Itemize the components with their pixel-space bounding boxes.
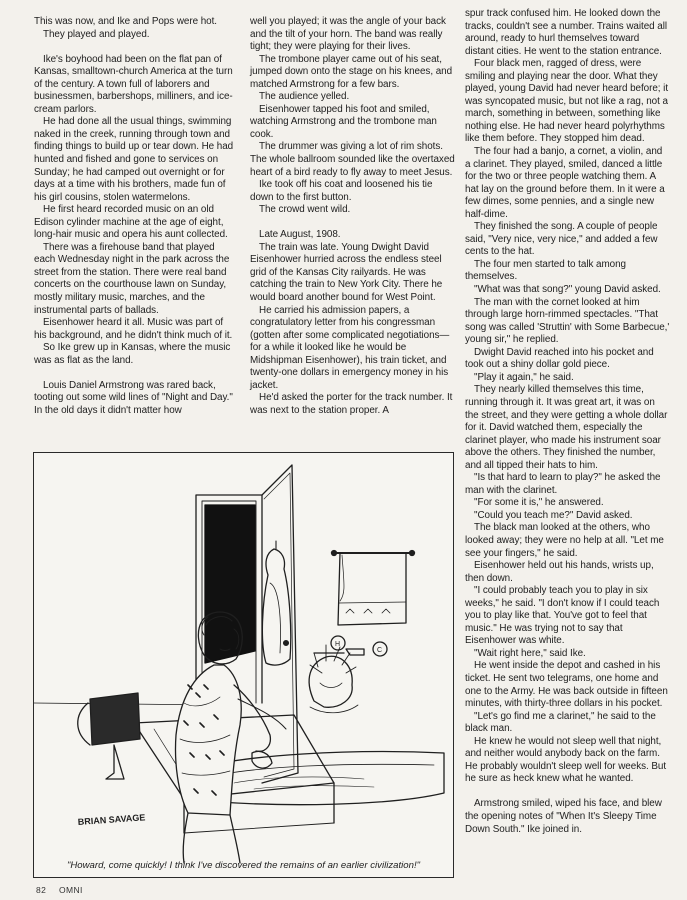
paragraph: "What was that song?" young David asked. — [474, 284, 661, 296]
section-dateline: Late August, 1908. — [259, 229, 341, 241]
paragraph: The trombone player came out of his seat, jumped down onto the stage on his knees, and matched Armstrong for a few bars. — [250, 53, 453, 90]
paragraph: This was now, and Ike and Pops were hot. — [34, 16, 217, 27]
paragraph: The audience yelled. — [259, 91, 350, 103]
faucet-hot-label: H — [335, 641, 341, 648]
article-column-1 — [34, 16, 238, 417]
page-number: 82 — [36, 885, 47, 895]
paragraph: Louis Daniel Armstrong was rared back, tooting out some wild lines of "Night and Day." In the old days it didn't matter how — [34, 379, 233, 416]
paragraph: "For some it is," he answered. — [474, 497, 604, 509]
towel-rack — [332, 551, 415, 626]
paragraph: So Ike grew up in Kansas, where the music was as flat as the land. — [34, 342, 231, 366]
cartoon-drawing — [34, 453, 455, 879]
paragraph: spur track confused him. He looked down the tracks, couldn't see a number. Trains waited all around, ready to hurl themselves toward distant cities. He went to the station entrance. — [465, 8, 668, 57]
paragraph: Eisenhower held out his hands, wrists up, then down. — [465, 560, 654, 584]
article-column-3 — [465, 8, 670, 836]
paragraph: He first heard recorded music on an old Edison cylinder machine at the age of eight, long-hair music and opera his aunt collected. — [34, 204, 228, 241]
paragraph: He had done all the usual things, swimming naked in the creek, running through town and finding things to build up or tear down. He had hunted and fished and gone to services on Sunday; he had camped out overnight or for days at a time with his brothers, made fun of his girl cousins, stolen watermelons. — [34, 116, 234, 203]
folio — [36, 885, 93, 895]
paragraph: "Let's go find me a clarinet," he said to the black man. — [465, 710, 656, 735]
paragraph: Eisenhower tapped his foot and smiled, watching Armstrong and the trombone man cook. — [250, 103, 437, 140]
paragraph: Armstrong smiled, wiped his face, and blew the opening notes of "When It's Sleepy Time Down South." Ike joined in. — [465, 798, 662, 835]
paragraph: There was a firehouse band that played each Wednesday night in the park across the street from the station. There were real band concerts on the courthouse lawn on Sunday, mostly military music, marches, and the instrumental parts of ballads. — [34, 241, 230, 316]
paragraph: "Wait right here," said Ike. — [474, 647, 586, 659]
paragraph: The crowd went wild. — [259, 204, 351, 216]
paragraph: well you played; it was the angle of your back and the tilt of your horn. The band was really tight; they were playing for their lives. — [250, 16, 446, 53]
faucet-cold-label: C — [377, 647, 383, 654]
hanging-robe — [262, 541, 290, 665]
wall-lamp — [78, 693, 140, 779]
paragraph: He'd asked the porter for the track number. It was next to the station proper. A — [250, 392, 453, 416]
paragraph: Ike took off his coat and loosened his tie down to the first button. — [250, 179, 433, 203]
paragraph: The drummer was giving a lot of rim shots. The whole ballroom sounded like the overtaxed heart of a bird ready to fly away to meet Jesus. — [250, 141, 455, 178]
magazine-name: OMNI — [59, 885, 83, 895]
paragraph: Dwight David reached into his pocket and took out a shiny dollar gold piece. — [465, 346, 654, 371]
paragraph: They nearly killed themselves this time, running through it. It was great art, it was on the street, and they were getting a whole dollar for it. David watched them, especially the clarinet player, who made his instrument soar above the others. They finished the number, and all tipped their hats to him. — [465, 384, 668, 471]
paragraph: Eisenhower heard it all. Music was part of his background, and he didn't think much of it. — [34, 317, 233, 341]
paragraph: "Is that hard to learn to play?" he asked the man with the clarinet. — [465, 472, 661, 496]
paragraph: "Play it again," he said. — [474, 371, 574, 383]
paragraph: The four men started to talk among themselves. — [465, 258, 626, 283]
paragraph: Ike's boyhood had been on the flat pan of Kansas, smalltown-church America at the turn of the century. A town full of laborers and businessmen, barbershops, milliners, and ice-cream parlors. — [34, 53, 233, 115]
paragraph: Four black men, ragged of dress, were smiling and playing near the door. What they played, young David had never heard before; it was syncopated music, but not like a rag, not a march, something in between, something like nothing else. He had never heard polyrhythms like them before. They stopped him dead. — [465, 58, 669, 145]
paragraph: The black man looked at the others, who looked away; they were no help at all. "Let me see your fingers," he said. — [465, 522, 664, 559]
paragraph: They played and played. — [43, 28, 150, 40]
paragraph: The man with the cornet looked at him through large horn-rimmed spectacles. "That song was called 'Struttin' with Some Barbecue,' young sir," he replied. — [465, 296, 670, 346]
paragraph: The four had a banjo, a cornet, a violin, and a clarinet. They played, smiled, danced a little for the two or three people watching them. A hat lay on the ground before them. In it were a few dimes, some pennies, and a single new half-dime. — [465, 146, 665, 220]
paragraph: "Could you teach me?" David asked. — [474, 509, 633, 521]
paragraph: "I could probably teach you to play in six weeks," he said. "I don't know if I could teach you to play like that. You've got to feel that music." He was trying not to say that Eisenhower was white. — [465, 585, 660, 647]
paragraph: He carried his admission papers, a congratulatory letter from his congressman (gotten after some complicated negotiations—for a while it looked like he would be Midshipman Eisenhower), his train ticket, and twenty-one dollars in emergency money in his jacket. — [250, 304, 450, 391]
paragraph: The train was late. Young Dwight David Eisenhower hurried across the endless steel grid of the Kansas City railyards. He was catching the train to New York City. There he would board another bound for West Point. — [250, 241, 443, 303]
paragraph: He went inside the depot and cashed in his ticket. He sent two telegrams, one home and one to the Army. He was back outside in fifteen minutes, with thirty-three dollars in his pocket. — [465, 660, 668, 710]
article-column-2 — [250, 16, 455, 417]
cartoon-illustration — [33, 452, 454, 878]
paragraph: He knew he would not sleep well that night, and neither would anybody back on the farm. He probably wouldn't sleep well for weeks. But he sure as heck knew what he wanted. — [465, 735, 667, 785]
cartoon-caption: "Howard, come quickly! I think I've discovered the remains of an earlier civilization!" — [66, 860, 421, 871]
paragraph: They finished the song. A couple of people said, "Very nice, very nice," and added a few cents to the hat. — [465, 221, 658, 258]
artist-signature: BRIAN SAVAGE — [77, 812, 146, 827]
